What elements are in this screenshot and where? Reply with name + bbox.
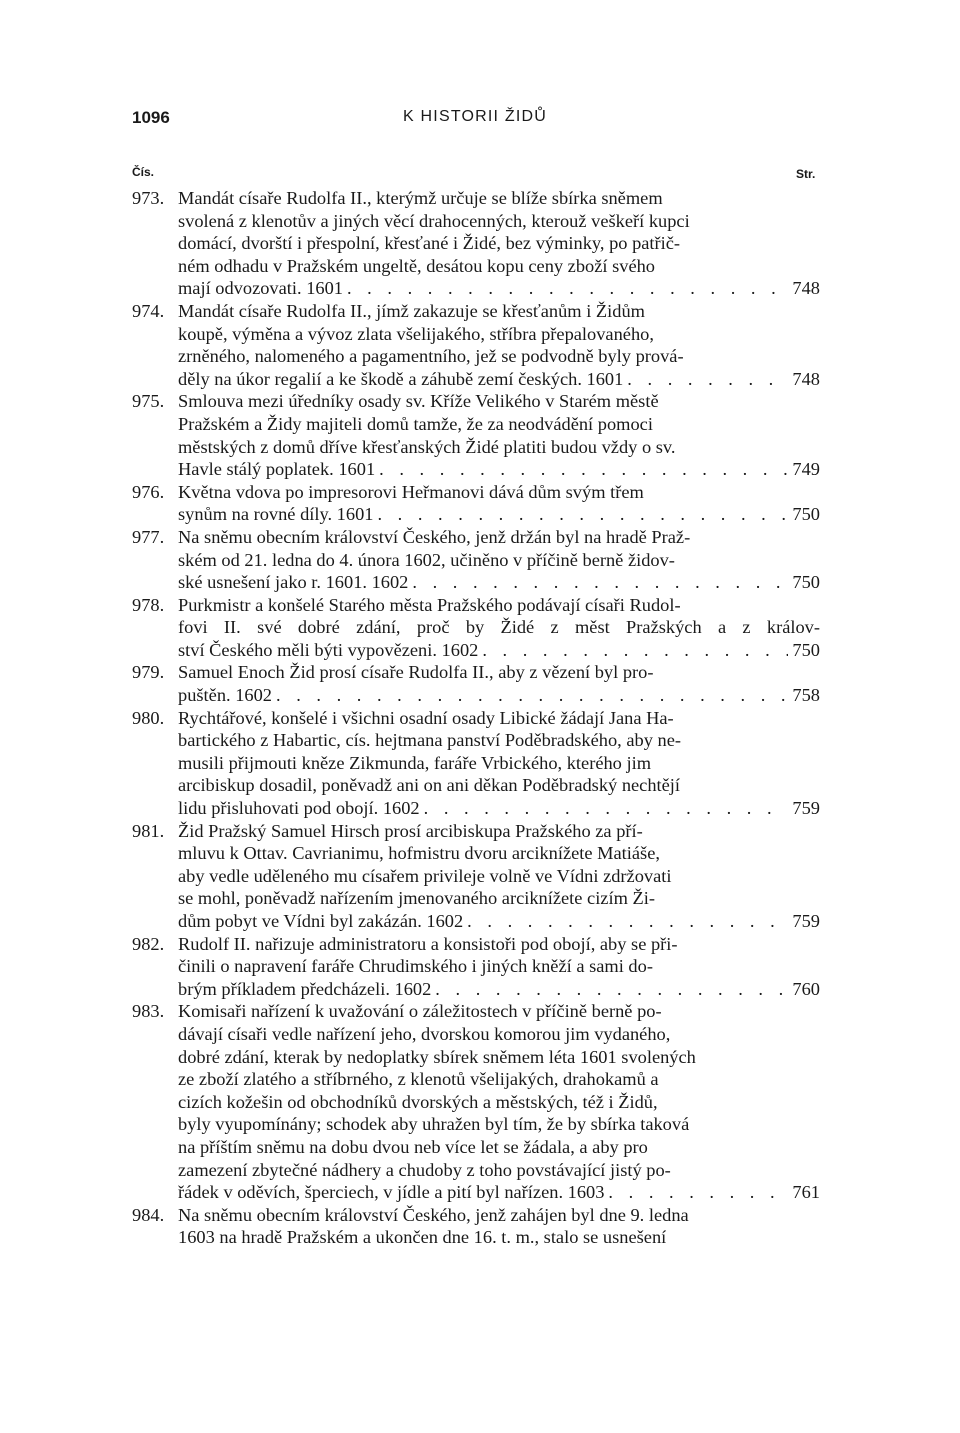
- entry-text: Května vdova po impresorovi Heřmanovi dává dům svým třem: [178, 481, 644, 502]
- entry-line: [178, 323, 820, 346]
- entry-text: Rudolf II. nařizuje administratoru a konsistoři pod obojí, aby se při-: [178, 933, 678, 954]
- entry-text: arcibiskup dosadil, poněvadž ani on ani děkan Poděbradský nechtějí: [178, 775, 681, 796]
- running-title: K HISTORII ŽIDŮ: [403, 108, 547, 125]
- entry-text: cizích kožešin od obchodníků dvorských a městských, též i Židů,: [178, 1091, 658, 1112]
- entry-line: [178, 571, 820, 594]
- list-item: [132, 1000, 820, 1203]
- entry-line: [178, 616, 820, 639]
- dot-leader: [412, 571, 788, 594]
- entry-text: koupě, výměna a vývoz zlata všelijakého, stříbra přepalovaného,: [178, 323, 654, 344]
- entry-text: na příštím sněmu na dobu dvou neb více let se žádala, a aby pro: [178, 1136, 648, 1157]
- list-item: [132, 707, 820, 820]
- entry-text: dům pobyt ve Vídni byl zakázán. 1602: [178, 911, 464, 931]
- entry-text: Purkmistr a konšelé Starého města Pražského podávají císaři Rudol-: [178, 594, 681, 615]
- entry-text: bartického z Habartic, cís. hejtmana panství Poděbradského, aby ne-: [178, 730, 682, 751]
- entry-text: zamezení zbytečné nádhery a chudoby z toho povstávající jistý po-: [178, 1159, 671, 1180]
- entry-line: [178, 910, 820, 933]
- entry-text: ství Českého měli býti vypovězeni. 1602: [178, 639, 479, 660]
- entry-text: aby vedle uděleného mu císařem privileje volně ve Vídni zdržovati: [178, 865, 672, 886]
- entry-text: lidu přisluhovati pod obojí. 1602: [178, 798, 420, 819]
- entry-text: svolená z klenotův a jiných věcí drahocenných, kterouž veškeří kupci: [178, 210, 690, 231]
- entry-text: domácí, dvorští i přespolní, křesťané i Židé, bez výminky, po patřič-: [178, 233, 681, 254]
- entry-line: [178, 277, 820, 300]
- entry-text: brým příkladem předcházeli. 1602: [178, 978, 432, 999]
- page-header: [132, 108, 818, 134]
- column-label-page: Str.: [796, 167, 816, 181]
- entry-number: 973.: [132, 188, 165, 208]
- entry-page: 750: [792, 572, 820, 593]
- list-item: [132, 820, 820, 933]
- entry-text: byly vyupomínány; schodek aby uhražen byl tím, že by sbírka taková: [178, 1114, 690, 1135]
- entry-page: 749: [792, 459, 820, 480]
- entry-text: činili o napravení faráře Chrudimského i jiných kněží a sami do-: [178, 956, 653, 977]
- entry-number: 977.: [132, 526, 165, 547]
- dot-leader: [276, 684, 788, 707]
- entry-line: [178, 1136, 820, 1159]
- list-item: [132, 390, 820, 480]
- dot-leader: [482, 639, 788, 662]
- entry-list: [132, 187, 820, 1249]
- entry-line: [178, 1091, 820, 1114]
- entry-line: [178, 774, 820, 797]
- entry-line: [178, 978, 820, 1001]
- list-item: [132, 300, 820, 390]
- entry-line: [178, 1181, 820, 1204]
- entry-text: Smlouva mezi úředníky osady sv. Kříže Velikého v Starém městě: [178, 391, 659, 412]
- entry-line: [178, 1046, 820, 1069]
- entry-text: ze zboží zlatého a stříbrného, z klenotů všelijakých, drahokamů a: [178, 1069, 659, 1090]
- entry-text: dobré zdání, kterak by nedoplatky sbírek sněmem léta 1601 svolených: [178, 1046, 696, 1067]
- entry-text: Pražském a Židy majiteli domů tamže, že za neodvádění pomoci: [178, 413, 653, 434]
- column-label-number: Čís.: [132, 165, 155, 179]
- list-item: [132, 1204, 820, 1249]
- dot-leader: [347, 277, 788, 300]
- dot-leader: [379, 458, 788, 481]
- entry-text: ném odhadu v Pražském ungeltě, desátou kopu ceny zboží svého: [178, 255, 656, 276]
- entry-page: 750: [792, 504, 820, 525]
- entry-line: [178, 232, 820, 255]
- entry-line: [178, 752, 820, 775]
- entry-line: [178, 933, 820, 956]
- entry-page: 748: [792, 278, 820, 299]
- entry-text: se mohl, poněvadž nařízením jmenovaného arciknížete cizím Ži-: [178, 888, 655, 909]
- dot-leader: [627, 368, 788, 391]
- entry-text: Havle stálý poplatek. 1601: [178, 459, 376, 480]
- list-item: [132, 526, 820, 594]
- entry-number: 983.: [132, 1001, 165, 1022]
- entry-text: Na sněmu obecním království Českého, jenž zahájen byl dne 9. ledna: [178, 1204, 689, 1225]
- entry-page: 761: [792, 1182, 820, 1203]
- entry-text: městských z domů dříve křesťanských Židé platiti budou vždy o sv.: [178, 436, 676, 457]
- entry-line: [178, 1226, 820, 1249]
- entry-text: mluvu k Ottav. Cavrianimu, hofmistru dvoru arciknížete Matiáše,: [178, 843, 660, 864]
- entry-line: [178, 526, 820, 549]
- entry-text: mají odvozovati. 1601: [178, 278, 343, 299]
- entry-line: [178, 549, 820, 572]
- entry-number: 976.: [132, 481, 165, 502]
- list-item: [132, 594, 820, 662]
- entry-text: puštěn. 1602: [178, 685, 272, 706]
- entry-line: [178, 413, 820, 436]
- entry-line: [178, 436, 820, 459]
- list-item: [132, 481, 820, 526]
- list-item: [132, 661, 820, 706]
- entry-page: 758: [792, 685, 820, 706]
- entry-line: [178, 368, 820, 391]
- entry-number: 981.: [132, 820, 165, 841]
- entry-line: [178, 684, 820, 707]
- entry-line: [178, 729, 820, 752]
- entry-line: [178, 210, 820, 233]
- entry-line: [178, 639, 820, 662]
- entry-line: [178, 797, 820, 820]
- page-number: 1096: [132, 108, 170, 127]
- list-item: [132, 187, 820, 300]
- entry-number: 975.: [132, 391, 165, 412]
- entry-line: [178, 255, 820, 278]
- entry-page: 750: [792, 639, 820, 660]
- entry-text: zrněného, nalomeného a pagamentního, jež se podvodně byly prová-: [178, 346, 684, 367]
- entry-line: [178, 1204, 820, 1227]
- entry-line: [178, 458, 820, 481]
- entry-line: [178, 1068, 820, 1091]
- entry-line: [178, 661, 820, 684]
- entry-line: [178, 707, 820, 730]
- dot-leader: [424, 797, 789, 820]
- entry-text: Mandát císaře Rudolfa II., jímž zakazuje se křesťanům i Židům: [178, 300, 645, 321]
- entry-line: [178, 1159, 820, 1182]
- entry-line: [178, 390, 820, 413]
- entry-number: 982.: [132, 933, 165, 954]
- entry-line: [178, 345, 820, 368]
- entry-line: [178, 1113, 820, 1136]
- entry-number: 974.: [132, 300, 165, 321]
- entry-text: Mandát císaře Rudolfa II., kterýmž určuje se blíže sbírka sněmem: [178, 188, 663, 208]
- entry-line: [178, 594, 820, 617]
- entry-number: 978.: [132, 594, 165, 615]
- entry-text: fovi II. své dobré zdání, proč by Židé z měst Pražských a z králov-: [178, 617, 820, 638]
- list-item: [132, 933, 820, 1001]
- dot-leader: [435, 978, 788, 1001]
- entry-line: [178, 503, 820, 526]
- entry-text: Žid Pražský Samuel Hirsch prosí arcibiskupa Pražského za pří-: [178, 820, 643, 841]
- entry-text: řádek v oděvích, šperciech, v jídle a pití byl nařízen. 1603: [178, 1182, 605, 1203]
- entry-page: 759: [792, 911, 820, 931]
- entry-line: [178, 887, 820, 910]
- entry-line: [178, 300, 820, 323]
- dot-leader: [608, 1181, 788, 1204]
- entry-text: ské usnešení jako r. 1601. 1602: [178, 572, 409, 593]
- entry-text: Rychtářové, konšelé i všichni osadní osady Libické žádají Jana Ha-: [178, 707, 674, 728]
- entry-text: synům na rovné díly. 1601: [178, 504, 374, 525]
- entry-text: dávají císaři vedle nařízení jeho, dvorskou komorou jim vydaného,: [178, 1023, 671, 1044]
- entry-line: [178, 187, 820, 210]
- entry-line: [178, 1023, 820, 1046]
- entry-page: 748: [792, 368, 820, 389]
- entry-line: [178, 820, 820, 843]
- entry-line: [178, 481, 820, 504]
- entry-text: děly na úkor regalií a ke škodě a záhubě zemí českých. 1601: [178, 368, 624, 389]
- entry-number: 980.: [132, 707, 165, 728]
- entry-text: Komisaři nařízení k uvažování o záležitostech v příčině berně po-: [178, 1001, 662, 1022]
- dot-leader: [467, 910, 788, 933]
- entry-line: [178, 842, 820, 865]
- dot-leader: [377, 503, 788, 526]
- entry-page: 760: [792, 978, 820, 999]
- entry-text: Na sněmu obecním království Českého, jenž držán byl na hradě Praž-: [178, 526, 691, 547]
- entry-text: Samuel Enoch Žid prosí císaře Rudolfa II., aby z vězení byl pro-: [178, 662, 654, 683]
- entry-number: 979.: [132, 662, 165, 683]
- entry-line: [178, 1000, 820, 1023]
- entry-number: 984.: [132, 1204, 165, 1225]
- entry-page: 759: [792, 798, 820, 819]
- entry-text: 1603 na hradě Pražském a ukončen dne 16. t. m., stalo se usnešení: [178, 1227, 667, 1248]
- entry-text: musili přijmouti kněze Zikmunda, faráře Vrbického, kterého jim: [178, 752, 652, 773]
- entry-line: [178, 865, 820, 888]
- entry-text: ském od 21. ledna do 4. února 1602, učiněno v příčině berně židov-: [178, 549, 675, 570]
- entry-line: [178, 955, 820, 978]
